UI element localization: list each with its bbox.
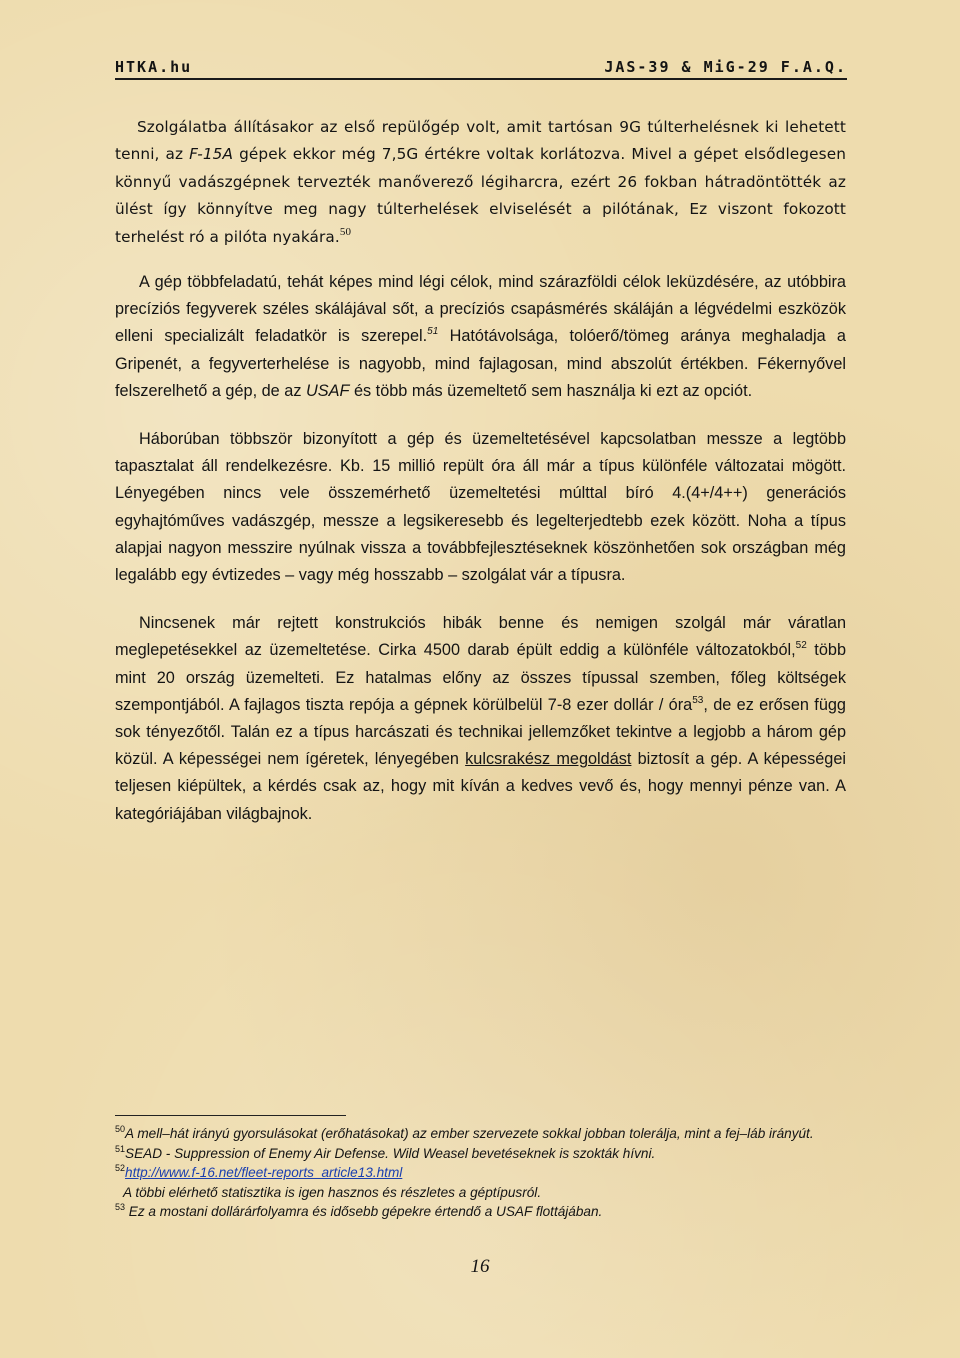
footnote-51 [115, 1144, 850, 1164]
paragraph-2-text-a: A gép többfeladatú, tehát képes mind légi célok, mind szárazföldi célok leküzdésére, az utóbbira precíziós fegyverek széles skálájával sőt, a precíziós csapásmérés skáláján a légvédelmi eszközök elleni specializált feladatkör is szerepel. [115, 273, 846, 346]
footnote-link[interactable]: http://www.f-16.net/fleet-reports_article13.html [125, 1165, 403, 1180]
header-document-title: JAS-39 & MiG-29 F.A.Q. [604, 58, 847, 76]
footnote-text: Ez a mostani dollárárfolyamra és idősebb gépekre értendő a USAF flottájában. [125, 1204, 603, 1219]
footnote-50 [115, 1124, 850, 1144]
paragraph-4-text-d: biztosít a gép. A képességei teljesen kiépültek, a kérdés csak az, hogy mit kíván a kedves vevő és, hogy mennyi pénze van. A kategóriájában világbajnok. [115, 750, 846, 823]
paragraph-1 [115, 114, 846, 251]
paragraph-3: Háborúban többször bizonyított a gép és üzemeltetésével kapcsolatban messze a legtöbb tapasztalat áll rendelkezésre. Kb. 15 millió repült óra áll már a típus különféle változatai mögött. Lényegében nincs vele összemérhető üzemeltetési múlttal bíró 4.(4+/4++) generációs egyhajtóműves vadászgép, messze a legsikeresebb és legelterjedtebb ezek között. Noha a típus alapjai nagyon messzire nyúlnak vissza a továbbfejlesztéseknek köszönhetően sok országban még legalább egy évtizedes – vagy még hosszabb – szolgálat vár a típusra. [115, 430, 846, 585]
paragraph-1-text-a: Szolgálatba állításakor az első repülőgép volt, amit tartósan 9G túlterhelésnek ki lehetett tenni, az [115, 118, 846, 164]
footnote-52 [115, 1163, 850, 1183]
paragraph-2-usaf: USAF [305, 381, 350, 400]
paragraph-4-underlined: kulcsrakész megoldást [465, 750, 632, 769]
paragraph-2-text-c: és több más üzemeltető sem használja ki ezt az opciót. [349, 381, 753, 400]
header-site-name: HTKA.hu [115, 58, 193, 76]
footnote-ref-53[interactable]: 53 [692, 694, 704, 706]
footnote-text: A mell–hát irányú gyorsulásokat (erőhatásokat) az ember szervezete sokkal jobban tolerálja, mint a fej–láb irányút. [125, 1126, 814, 1141]
paragraph-1-text-b: gépek ekkor még 7,5G értékre voltak korlátozva. Mivel a gépet elsődlegesen könnyű vadászgépnek tervezték manőverező légiharcra, ezért 26 fokban hátradöntötték az ülést így könnyítve meg nagy túlterhelések elviselését a pilótának, Ez viszont fokozott terhelést ró a pilóta nyakára. [115, 145, 846, 246]
footnotes [115, 1124, 850, 1222]
paragraph-2 [115, 269, 846, 405]
footnote-separator [115, 1115, 346, 1116]
footnote-ref-50[interactable]: 50 [339, 225, 352, 238]
paragraph-4-text-c: , de ez erősen függ sok tényezőtől. Talán ez a típus harcászati és technikai jellemzőket tekintve a legjobb a három gép közül. A képességei nem ígéretek, lényegében [115, 695, 846, 769]
paragraph-4 [115, 610, 846, 828]
footnote-52-note: A többi elérhető statisztika is igen hasznos és részletes a géptípusról. [123, 1184, 542, 1200]
footnote-number: 50 [115, 1124, 126, 1134]
footnote-number: 53 [115, 1202, 126, 1212]
footnote-number: 51 [115, 1143, 126, 1154]
footnote-number: 52 [115, 1163, 126, 1173]
footnote-ref-52[interactable]: 52 [795, 640, 807, 652]
footnote-53 [115, 1202, 850, 1222]
paragraph-4-text-a: Nincsenek már rejtett konstrukciós hibák benne és nemigen szolgál már váratlan meglepetésekkel az üzemeltetése. Cirka 4500 darab épült eddig a különféle változatokból, [115, 614, 846, 660]
paragraph-4-text-b: több mint 20 ország üzemelteti. Ez hatalmas előny az összes típussal szemben, főleg költségek szempontjából. A fajlagos tiszta repója a gépnek körülbelül 7-8 ezer dollár / óra [115, 641, 846, 714]
paragraph-2-text-b: Hatótávolsága, tolóerő/tömeg aránya meghaladja a Gripenét, a fegyverterhelése is nagyobb, mind fajlagosan, mind abszolút értékben. Fékernyővel felszerelhető a gép, de az [115, 327, 846, 400]
footnote-ref-51[interactable]: 51 [427, 326, 439, 338]
main-content [115, 114, 846, 828]
paragraph-1-aircraft: F-15A [189, 145, 234, 164]
footnote-text: SEAD - Suppression of Enemy Air Defense. Wild Weasel bevetéseknek is szokták hívni. [125, 1145, 656, 1161]
page-number: 16 [470, 1256, 490, 1277]
page-header [115, 56, 847, 80]
